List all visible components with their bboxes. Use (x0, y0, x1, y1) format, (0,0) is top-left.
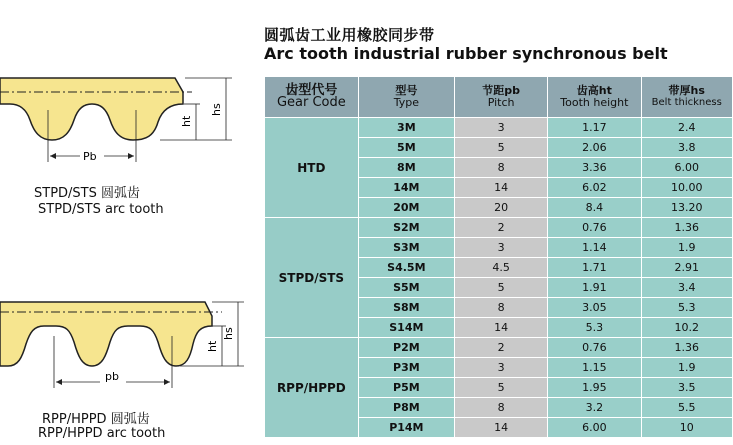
rpp-pitch-label: pb (105, 370, 119, 383)
type-cell: S14M (358, 318, 454, 338)
tooth-height-cell: 1.17 (548, 118, 641, 138)
pitch-cell: 8 (455, 398, 548, 418)
type-cell: P14M (358, 418, 454, 438)
type-cell: S8M (358, 298, 454, 318)
tooth-height-cell: 6.02 (548, 178, 641, 198)
belt-thickness-cell: 6.00 (641, 158, 733, 178)
pitch-cell: 5 (455, 138, 548, 158)
type-cell: S4.5M (358, 258, 454, 278)
tooth-height-cell: 1.14 (548, 238, 641, 258)
stpd-pitch-label: Pb (83, 150, 97, 163)
stpd-tooth-diagram (0, 70, 260, 170)
tooth-height-cell: 6.00 (548, 418, 641, 438)
pitch-cell: 5 (455, 278, 548, 298)
tooth-height-cell: 2.06 (548, 138, 641, 158)
tooth-height-cell: 8.4 (548, 198, 641, 218)
stpd-belt-profile (0, 78, 183, 140)
belt-thickness-cell: 1.36 (641, 218, 733, 238)
gear-code-cell: RPP/HPPD (265, 338, 359, 438)
stpd-caption-en: STPD/STS arc tooth (38, 202, 164, 217)
tooth-height-cell: 3.36 (548, 158, 641, 178)
pitch-cell: 3 (455, 238, 548, 258)
stpd-caption-cn: STPD/STS 圆弧齿 (34, 186, 140, 201)
header-type: 型号 Type (358, 77, 454, 118)
type-cell: 5M (358, 138, 454, 158)
table-header-row (265, 77, 733, 118)
belt-thickness-cell: 10.2 (641, 318, 733, 338)
header-pitch: 节距pb Pitch (455, 77, 548, 118)
pitch-cell: 14 (455, 318, 548, 338)
type-cell: 14M (358, 178, 454, 198)
rpp-tooth-diagram (0, 296, 260, 396)
tooth-height-cell: 5.3 (548, 318, 641, 338)
type-cell: 8M (358, 158, 454, 178)
pitch-cell: 2 (455, 338, 548, 358)
type-cell: P3M (358, 358, 454, 378)
belt-thickness-cell: 10 (641, 418, 733, 438)
pitch-cell: 4.5 (455, 258, 548, 278)
pitch-cell: 20 (455, 198, 548, 218)
tooth-height-cell: 1.15 (548, 358, 641, 378)
gear-code-cell: STPD/STS (265, 218, 359, 338)
belt-thickness-cell: 2.4 (641, 118, 733, 138)
type-cell: 3M (358, 118, 454, 138)
pitch-cell: 3 (455, 118, 548, 138)
gear-code-cell: HTD (265, 118, 359, 218)
rpp-hs-label: hs (222, 327, 235, 340)
tooth-height-cell: 1.91 (548, 278, 641, 298)
spec-table (264, 76, 733, 438)
belt-thickness-cell: 2.91 (641, 258, 733, 278)
pitch-cell: 14 (455, 418, 548, 438)
page-title-cn: 圆弧齿工业用橡胶同步带 (264, 26, 435, 44)
table-row (265, 338, 733, 358)
tooth-height-cell: 0.76 (548, 338, 641, 358)
rpp-caption-en: RPP/HPPD arc tooth (38, 426, 166, 441)
belt-thickness-cell: 3.5 (641, 378, 733, 398)
pitch-cell: 8 (455, 158, 548, 178)
tooth-height-cell: 1.95 (548, 378, 641, 398)
belt-thickness-cell: 10.00 (641, 178, 733, 198)
pitch-cell: 8 (455, 298, 548, 318)
type-cell: S2M (358, 218, 454, 238)
type-cell: 20M (358, 198, 454, 218)
type-cell: S5M (358, 278, 454, 298)
stpd-hs-label: hs (210, 103, 223, 116)
belt-thickness-cell: 1.9 (641, 238, 733, 258)
header-gear-code: 齿型代号 Gear Code (265, 77, 359, 118)
rpp-ht-label: ht (206, 340, 219, 352)
tooth-height-cell: 3.2 (548, 398, 641, 418)
tooth-height-cell: 0.76 (548, 218, 641, 238)
pitch-cell: 2 (455, 218, 548, 238)
type-cell: P5M (358, 378, 454, 398)
type-cell: S3M (358, 238, 454, 258)
pitch-cell: 14 (455, 178, 548, 198)
header-belt-thickness: 带厚hs Belt thickness (641, 77, 733, 118)
belt-thickness-cell: 1.9 (641, 358, 733, 378)
belt-thickness-cell: 3.8 (641, 138, 733, 158)
page-title-en: Arc tooth industrial rubber synchronous belt (264, 44, 668, 63)
type-cell: P8M (358, 398, 454, 418)
rpp-caption-cn: RPP/HPPD 圆弧齿 (42, 412, 150, 427)
tooth-height-cell: 1.71 (548, 258, 641, 278)
pitch-cell: 5 (455, 378, 548, 398)
header-tooth-height: 齿高ht Tooth height (548, 77, 641, 118)
pitch-cell: 3 (455, 358, 548, 378)
tooth-height-cell: 3.05 (548, 298, 641, 318)
belt-thickness-cell: 1.36 (641, 338, 733, 358)
belt-thickness-cell: 13.20 (641, 198, 733, 218)
stpd-ht-label: ht (180, 115, 193, 127)
type-cell: P2M (358, 338, 454, 358)
table-row (265, 118, 733, 138)
belt-thickness-cell: 3.4 (641, 278, 733, 298)
belt-thickness-cell: 5.3 (641, 298, 733, 318)
table-row (265, 218, 733, 238)
belt-thickness-cell: 5.5 (641, 398, 733, 418)
